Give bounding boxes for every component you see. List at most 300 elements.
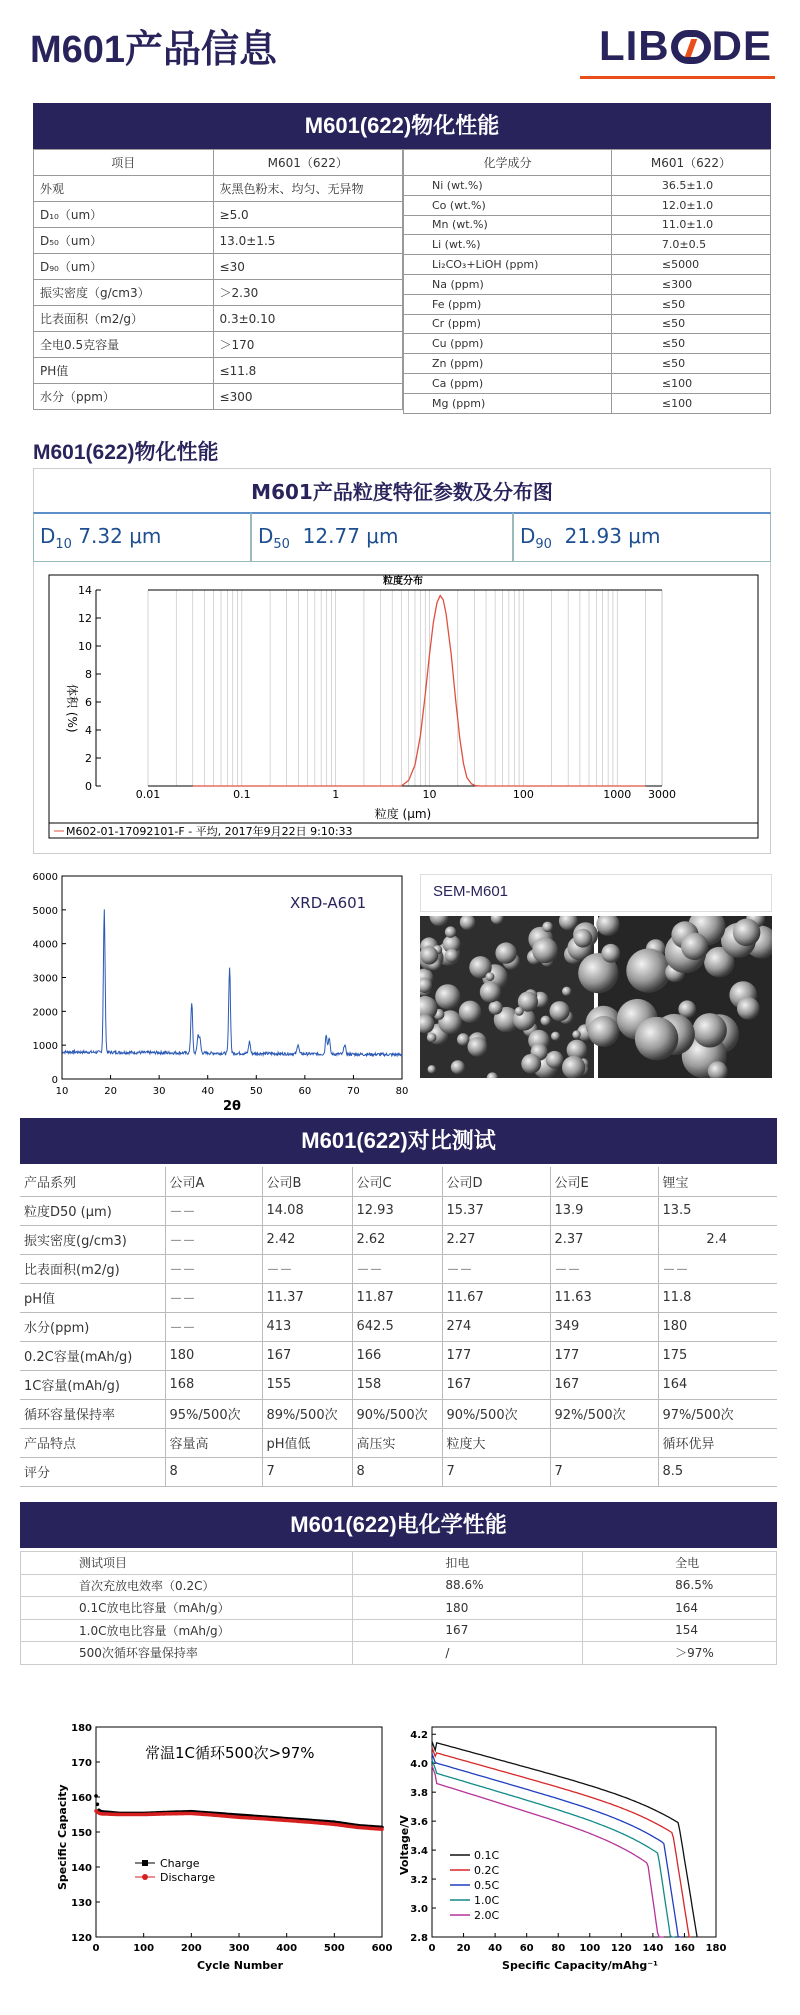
table-cell: 90%/500次 (352, 1399, 442, 1428)
cycle-ytick-label: 150 (71, 1828, 92, 1839)
logo-text-b: DE (711, 22, 772, 69)
psd-section-title: M601(622)物化性能 (33, 441, 219, 464)
table-row (21, 1619, 777, 1642)
table-cell: ＞2.30 (213, 280, 402, 306)
voltage-legend-label: 0.5C (474, 1879, 500, 1892)
table-row (404, 150, 771, 176)
table-header-cell: 公司C (352, 1167, 442, 1196)
table-cell: 155 (262, 1370, 352, 1399)
table-cell: 89%/500次 (262, 1399, 352, 1428)
table-cell: －－ (658, 1254, 777, 1283)
table-row (34, 332, 403, 358)
table-row (20, 1167, 777, 1196)
table-cell: 12.93 (352, 1196, 442, 1225)
table-cell: 粒度大 (442, 1428, 550, 1457)
table-cell: 164 (583, 1597, 777, 1620)
d50-box (251, 512, 513, 562)
voltage-xtick-label: 80 (551, 1943, 566, 1954)
table-header-cell: 公司E (550, 1167, 658, 1196)
cycle-annotation: 常温1C循环500次>97% (145, 1744, 315, 1762)
compare-band: M601(622)对比测试 (20, 1118, 777, 1164)
xrd-ytick-label: 3000 (32, 973, 58, 985)
psd-xtick-label: 1000 (603, 788, 632, 801)
table-cell: －－ (165, 1312, 262, 1341)
d10-sub: 10 (55, 537, 72, 552)
table-cell: D₉₀（um） (34, 254, 214, 280)
voltage-xtick-label: 40 (488, 1943, 503, 1954)
table-cell: 14.08 (262, 1196, 352, 1225)
cycle-xlabel: Cycle Number (196, 1959, 284, 1972)
voltage-legend-label: 2.0C (474, 1909, 500, 1922)
table-cell: －－ (442, 1254, 550, 1283)
xrd-xtick-label: 20 (104, 1086, 117, 1097)
table-cell: Fe (ppm) (404, 294, 612, 314)
voltage-ytick-label: 3.2 (410, 1875, 428, 1887)
table-cell: 0.3±0.10 (213, 306, 402, 332)
phys-band: M601(622)物化性能 (33, 103, 771, 149)
sem-particle (468, 1037, 488, 1057)
electro-table-wrap (20, 1551, 777, 1665)
cycle-legend-label: Discharge (160, 1871, 216, 1884)
table-cell: ＞97% (583, 1642, 777, 1665)
table-row (404, 235, 771, 255)
voltage-legend-label: 0.2C (474, 1864, 500, 1877)
table-cell: Mn (wt.%) (404, 215, 612, 235)
table-cell: D₁₀（um） (34, 202, 214, 228)
table-row (20, 1370, 777, 1399)
sem-particle (541, 1016, 551, 1026)
table-cell: 168 (165, 1370, 262, 1399)
sem-particle (542, 922, 553, 933)
sem-particle (521, 1054, 541, 1074)
table-cell: Mg (ppm) (404, 393, 612, 413)
table-cell: 2.4 (658, 1225, 777, 1254)
table-row (404, 334, 771, 354)
cycle-point-charge (96, 1803, 100, 1807)
table-row (20, 1225, 777, 1254)
table-cell: 13.9 (550, 1196, 658, 1225)
table-cell: Cu (ppm) (404, 334, 612, 354)
table-header-cell: 锂宝 (658, 1167, 777, 1196)
table-cell: 177 (550, 1341, 658, 1370)
xrd-ytick-label: 6000 (32, 872, 58, 883)
psd-ytick-label: 4 (85, 724, 92, 737)
table-cell: 11.0±1.0 (611, 215, 770, 235)
table-cell: 容量高 (165, 1428, 262, 1457)
voltage-xtick-label: 100 (579, 1943, 601, 1954)
table-cell: 产品特点 (20, 1428, 165, 1457)
table-header-cell: 化学成分 (404, 150, 612, 176)
table-cell: －－ (262, 1254, 352, 1283)
table-cell: 167 (262, 1341, 352, 1370)
table-cell: Li (wt.%) (404, 235, 612, 255)
xrd-ytick-label: 1000 (32, 1041, 58, 1053)
table-row (21, 1574, 777, 1597)
sem-particle (737, 997, 760, 1020)
sem-particle (445, 949, 459, 963)
table-cell: 88.6% (353, 1574, 583, 1597)
table-row (404, 195, 771, 215)
voltage-legend-label: 0.1C (474, 1849, 500, 1862)
table-row (21, 1597, 777, 1620)
table-cell: 粒度D50 (μm) (20, 1196, 165, 1225)
cycle-legend-marker (142, 1874, 148, 1880)
cycle-xtick-label: 300 (228, 1943, 250, 1954)
xrd-xtick-label: 50 (249, 1086, 263, 1097)
sem-particle (435, 984, 460, 1009)
table-cell: 振实密度(g/cm3) (20, 1225, 165, 1254)
cycle-ytick-label: 160 (71, 1793, 92, 1804)
sem-particle (457, 1033, 469, 1045)
table-cell: ≤11.8 (213, 358, 402, 384)
table-cell: 13.5 (658, 1196, 777, 1225)
table-row (34, 280, 403, 306)
table-header-cell: M601（622） (213, 150, 402, 176)
table-header-cell: 项目 (34, 150, 214, 176)
table-cell: －－ (352, 1254, 442, 1283)
psd-xtick-label: 0.1 (233, 788, 251, 801)
table-cell: 7 (262, 1457, 352, 1486)
table-cell: ≤100 (611, 373, 770, 393)
table-cell: 500次循环容量保持率 (21, 1642, 353, 1665)
table-cell: 274 (442, 1312, 550, 1341)
d90-label: D (520, 524, 536, 548)
xrd-xtick-label: 70 (347, 1086, 360, 1097)
psd-chart-title: 粒度分布 (383, 576, 423, 587)
table-cell: 166 (352, 1341, 442, 1370)
voltage-xtick-label: 0 (428, 1943, 436, 1954)
d50-sub: 50 (273, 537, 290, 552)
cycle-xtick-label: 400 (276, 1943, 298, 1954)
xrd-xtick-label: 40 (201, 1086, 215, 1097)
voltage-xtick-label: 180 (705, 1943, 727, 1954)
d90-sub: 90 (535, 537, 552, 552)
table-cell: 循环容量保持率 (20, 1399, 165, 1428)
table-cell: 灰黑色粉末、均匀、无异物 (213, 176, 402, 202)
xrd-xtick-label: 80 (395, 1086, 409, 1097)
sem-particle (733, 919, 761, 947)
voltage-ytick-label: 2.8 (410, 1933, 428, 1944)
sem-particle (486, 972, 495, 981)
table-row (404, 274, 771, 294)
table-row (34, 176, 403, 202)
table-row (34, 254, 403, 280)
xrd-xtick-label: 10 (55, 1086, 69, 1097)
logo-text-a: LIB (598, 22, 670, 69)
table-cell (550, 1428, 658, 1457)
table-row (21, 1552, 777, 1575)
table-cell: 11.67 (442, 1283, 550, 1312)
table-cell: 86.5% (583, 1574, 777, 1597)
table-cell: ≤50 (611, 314, 770, 334)
table-cell: －－ (165, 1225, 262, 1254)
table-cell: Zn (ppm) (404, 354, 612, 374)
table-header-cell: 公司B (262, 1167, 352, 1196)
table-cell: 13.0±1.5 (213, 228, 402, 254)
voltage-ytick-label: 3.8 (410, 1788, 428, 1800)
table-cell: 11.8 (658, 1283, 777, 1312)
table-header-cell: 全电 (583, 1552, 777, 1575)
table-row (404, 176, 771, 196)
table-cell: 92%/500次 (550, 1399, 658, 1428)
xrd-ytick-label: 4000 (32, 939, 58, 951)
table-cell: 177 (442, 1341, 550, 1370)
cycle-chart (40, 1715, 400, 1975)
d50-value: 12.77 μm (302, 524, 399, 548)
table-cell: ≤50 (611, 294, 770, 314)
logo-o-mark (671, 30, 711, 64)
table-header-cell: 公司A (165, 1167, 262, 1196)
table-cell: pH值低 (262, 1428, 352, 1457)
electro-band: M601(622)电化学性能 (20, 1502, 777, 1548)
table-cell: 180 (353, 1597, 583, 1620)
cycle-legend-label: Charge (160, 1857, 200, 1870)
table-cell: 167 (353, 1619, 583, 1642)
sem-particle (546, 1051, 564, 1069)
table-cell: 642.5 (352, 1312, 442, 1341)
table-row (404, 314, 771, 334)
table-header-cell: 测试项目 (21, 1552, 353, 1575)
table-cell: 首次充放电效率（0.2C） (21, 1574, 353, 1597)
d90-box (513, 512, 771, 562)
cycle-ytick-label: 120 (71, 1933, 92, 1944)
table-cell: 循环优异 (658, 1428, 777, 1457)
table-row (21, 1642, 777, 1665)
phys-right-table-wrap (403, 149, 771, 414)
table-cell: 7 (442, 1457, 550, 1486)
table-row (34, 306, 403, 332)
sem-particle (588, 1016, 619, 1047)
psd-ytick-label: 0 (85, 780, 92, 793)
table-cell: 水分（ppm） (34, 384, 214, 410)
table-cell: 158 (352, 1370, 442, 1399)
voltage-chart (390, 1715, 750, 1975)
voltage-xtick-label: 60 (519, 1943, 534, 1954)
voltage-xlabel: Specific Capacity/mAhg⁻¹ (502, 1959, 658, 1972)
table-cell: 7.0±0.5 (611, 235, 770, 255)
cycle-xtick-label: 0 (92, 1943, 100, 1954)
table-cell: 95%/500次 (165, 1399, 262, 1428)
sem-particle (532, 938, 558, 964)
cycle-xtick-label: 600 (371, 1943, 393, 1954)
table-cell: ≤30 (213, 254, 402, 280)
d90-value: 21.93 μm (564, 524, 661, 548)
table-cell: 2.42 (262, 1225, 352, 1254)
table-row (404, 354, 771, 374)
table-cell: ≤50 (611, 334, 770, 354)
cycle-point-discharge (380, 1827, 384, 1831)
table-cell: 11.87 (352, 1283, 442, 1312)
cycle-point-charge (94, 1794, 98, 1798)
table-cell: 2.27 (442, 1225, 550, 1254)
table-row (20, 1399, 777, 1428)
sem-particle (562, 987, 571, 996)
xrd-chart (20, 868, 415, 1114)
sem-particle (489, 1001, 503, 1015)
psd-xlabel: 粒度 (μm) (374, 807, 432, 821)
table-row (20, 1312, 777, 1341)
sem-particle (626, 949, 670, 993)
sem-particle (480, 981, 501, 1002)
psd-ytick-label: 10 (78, 640, 92, 653)
table-cell: 水分(ppm) (20, 1312, 165, 1341)
table-row (20, 1457, 777, 1486)
cycle-xtick-label: 100 (133, 1943, 155, 1954)
table-cell: 154 (583, 1619, 777, 1642)
sem-particle (635, 1017, 678, 1060)
sem-particle (420, 947, 438, 965)
xrd-ytick-label: 2000 (32, 1007, 58, 1019)
page-title: M601产品信息 (30, 29, 278, 71)
table-row (404, 294, 771, 314)
table-cell: D₅₀（um） (34, 228, 214, 254)
brand-logo (599, 22, 772, 70)
table-cell: ≤300 (213, 384, 402, 410)
table-cell: 164 (658, 1370, 777, 1399)
voltage-xtick-label: 20 (456, 1943, 471, 1954)
voltage-ylabel: Voltage/V (398, 1815, 411, 1875)
table-cell: 0.2C容量(mAh/g) (20, 1341, 165, 1370)
psd-chart (48, 574, 760, 840)
table-cell: 180 (165, 1341, 262, 1370)
sem-particle (451, 1060, 465, 1074)
table-cell: 振实密度（g/cm3） (34, 280, 214, 306)
table-cell: PH值 (34, 358, 214, 384)
psd-ytick-label: 8 (85, 668, 92, 681)
table-cell: Ni (wt.%) (404, 176, 612, 196)
cycle-legend-marker (142, 1860, 148, 1866)
sem-particle (515, 1007, 524, 1016)
phys-right-table (403, 149, 771, 414)
psd-legend-text: M602-01-17092101-F - 平均, 2017年9月22日 9:10:33 (66, 825, 353, 838)
sem-particle (459, 1001, 481, 1023)
d10-label: D (40, 524, 56, 548)
sem-label: SEM-M601 (420, 874, 772, 912)
table-header-cell: 扣电 (353, 1552, 583, 1575)
cycle-ytick-label: 140 (71, 1863, 92, 1874)
sem-particle (550, 1001, 570, 1021)
table-cell: ≤100 (611, 393, 770, 413)
table-row (20, 1196, 777, 1225)
psd-xtick-label: 3000 (648, 788, 676, 801)
table-cell: ≤300 (611, 274, 770, 294)
table-cell: 413 (262, 1312, 352, 1341)
xrd-ytick-label: 0 (51, 1075, 58, 1086)
psd-box-title: M601产品粒度特征参数及分布图 (251, 480, 553, 504)
sem-particle (551, 1032, 560, 1041)
table-cell: Cr (ppm) (404, 314, 612, 334)
table-cell: 11.63 (550, 1283, 658, 1312)
table-cell: ≤5000 (611, 255, 770, 275)
phys-left-table-wrap (33, 149, 403, 410)
compare-table (20, 1167, 777, 1487)
table-row (404, 373, 771, 393)
table-cell: 2.62 (352, 1225, 442, 1254)
compare-table-wrap (20, 1167, 777, 1487)
table-row (404, 255, 771, 275)
table-cell: 15.37 (442, 1196, 550, 1225)
table-row (20, 1283, 777, 1312)
table-cell: 97%/500次 (658, 1399, 777, 1428)
voltage-ytick-label: 3.4 (410, 1846, 428, 1858)
table-cell: 1C容量(mAh/g) (20, 1370, 165, 1399)
xrd-xtick-label: 60 (298, 1086, 312, 1097)
table-cell: －－ (550, 1254, 658, 1283)
psd-ytick-label: 6 (85, 696, 92, 709)
cycle-xtick-label: 500 (323, 1943, 345, 1954)
cycle-xtick-label: 200 (180, 1943, 202, 1954)
psd-xtick-label: 100 (512, 788, 534, 801)
header-divider (580, 76, 775, 79)
sem-particle (495, 942, 516, 963)
psd-ylabel: 体积 (%) (65, 684, 79, 733)
voltage-xtick-label: 120 (610, 1943, 632, 1954)
table-cell: 36.5±1.0 (611, 176, 770, 196)
table-cell: ＞170 (213, 332, 402, 358)
table-cell: Co (wt.%) (404, 195, 612, 215)
psd-ytick-label: 14 (78, 584, 92, 597)
table-cell: 外观 (34, 176, 214, 202)
table-cell: 0.1C放电比容量（mAh/g） (21, 1597, 353, 1620)
table-cell: Ca (ppm) (404, 373, 612, 393)
table-row (34, 202, 403, 228)
table-cell: 180 (658, 1312, 777, 1341)
d10-value: 7.32 μm (78, 524, 162, 548)
xrd-xtick-label: 30 (152, 1086, 166, 1097)
voltage-ytick-label: 3.6 (410, 1817, 428, 1829)
table-cell: Li₂CO₃+LiOH (ppm) (404, 255, 612, 275)
d10-box (33, 512, 251, 562)
table-cell: / (353, 1642, 583, 1665)
sem-image (420, 916, 772, 1078)
voltage-ytick-label: 4.0 (410, 1759, 428, 1771)
table-cell: ≤50 (611, 354, 770, 374)
table-cell: 1.0C放电比容量（mAh/g） (21, 1619, 353, 1642)
d50-label: D (258, 524, 274, 548)
table-cell: Na (ppm) (404, 274, 612, 294)
phys-left-table (33, 149, 403, 410)
sem-particle (574, 929, 593, 948)
table-cell: 175 (658, 1341, 777, 1370)
electro-table (20, 1551, 777, 1665)
sem-particle (427, 1033, 437, 1043)
table-cell: 167 (550, 1370, 658, 1399)
table-cell: 8 (352, 1457, 442, 1486)
table-row (34, 384, 403, 410)
voltage-xtick-label: 160 (674, 1943, 695, 1954)
table-cell: 8.5 (658, 1457, 777, 1486)
table-cell: 12.0±1.0 (611, 195, 770, 215)
table-cell: 349 (550, 1312, 658, 1341)
sem-particle (601, 944, 620, 963)
voltage-ytick-label: 4.2 (410, 1730, 428, 1742)
sem-particle (693, 1013, 727, 1047)
table-cell: pH值 (20, 1283, 165, 1312)
table-cell: 90%/500次 (442, 1399, 550, 1428)
table-row (34, 150, 403, 176)
cycle-ytick-label: 130 (71, 1898, 92, 1909)
table-row (20, 1254, 777, 1283)
sem-particle (681, 933, 708, 960)
psd-xtick-label: 0.01 (135, 788, 161, 801)
table-cell: 全电0.5克容量 (34, 332, 214, 358)
cycle-ytick-label: 180 (71, 1723, 92, 1734)
xrd-xlabel: 2θ (223, 1099, 241, 1114)
table-row (34, 228, 403, 254)
table-cell: 评分 (20, 1457, 165, 1486)
table-header-cell: M601（622） (611, 150, 770, 176)
table-cell: 7 (550, 1457, 658, 1486)
